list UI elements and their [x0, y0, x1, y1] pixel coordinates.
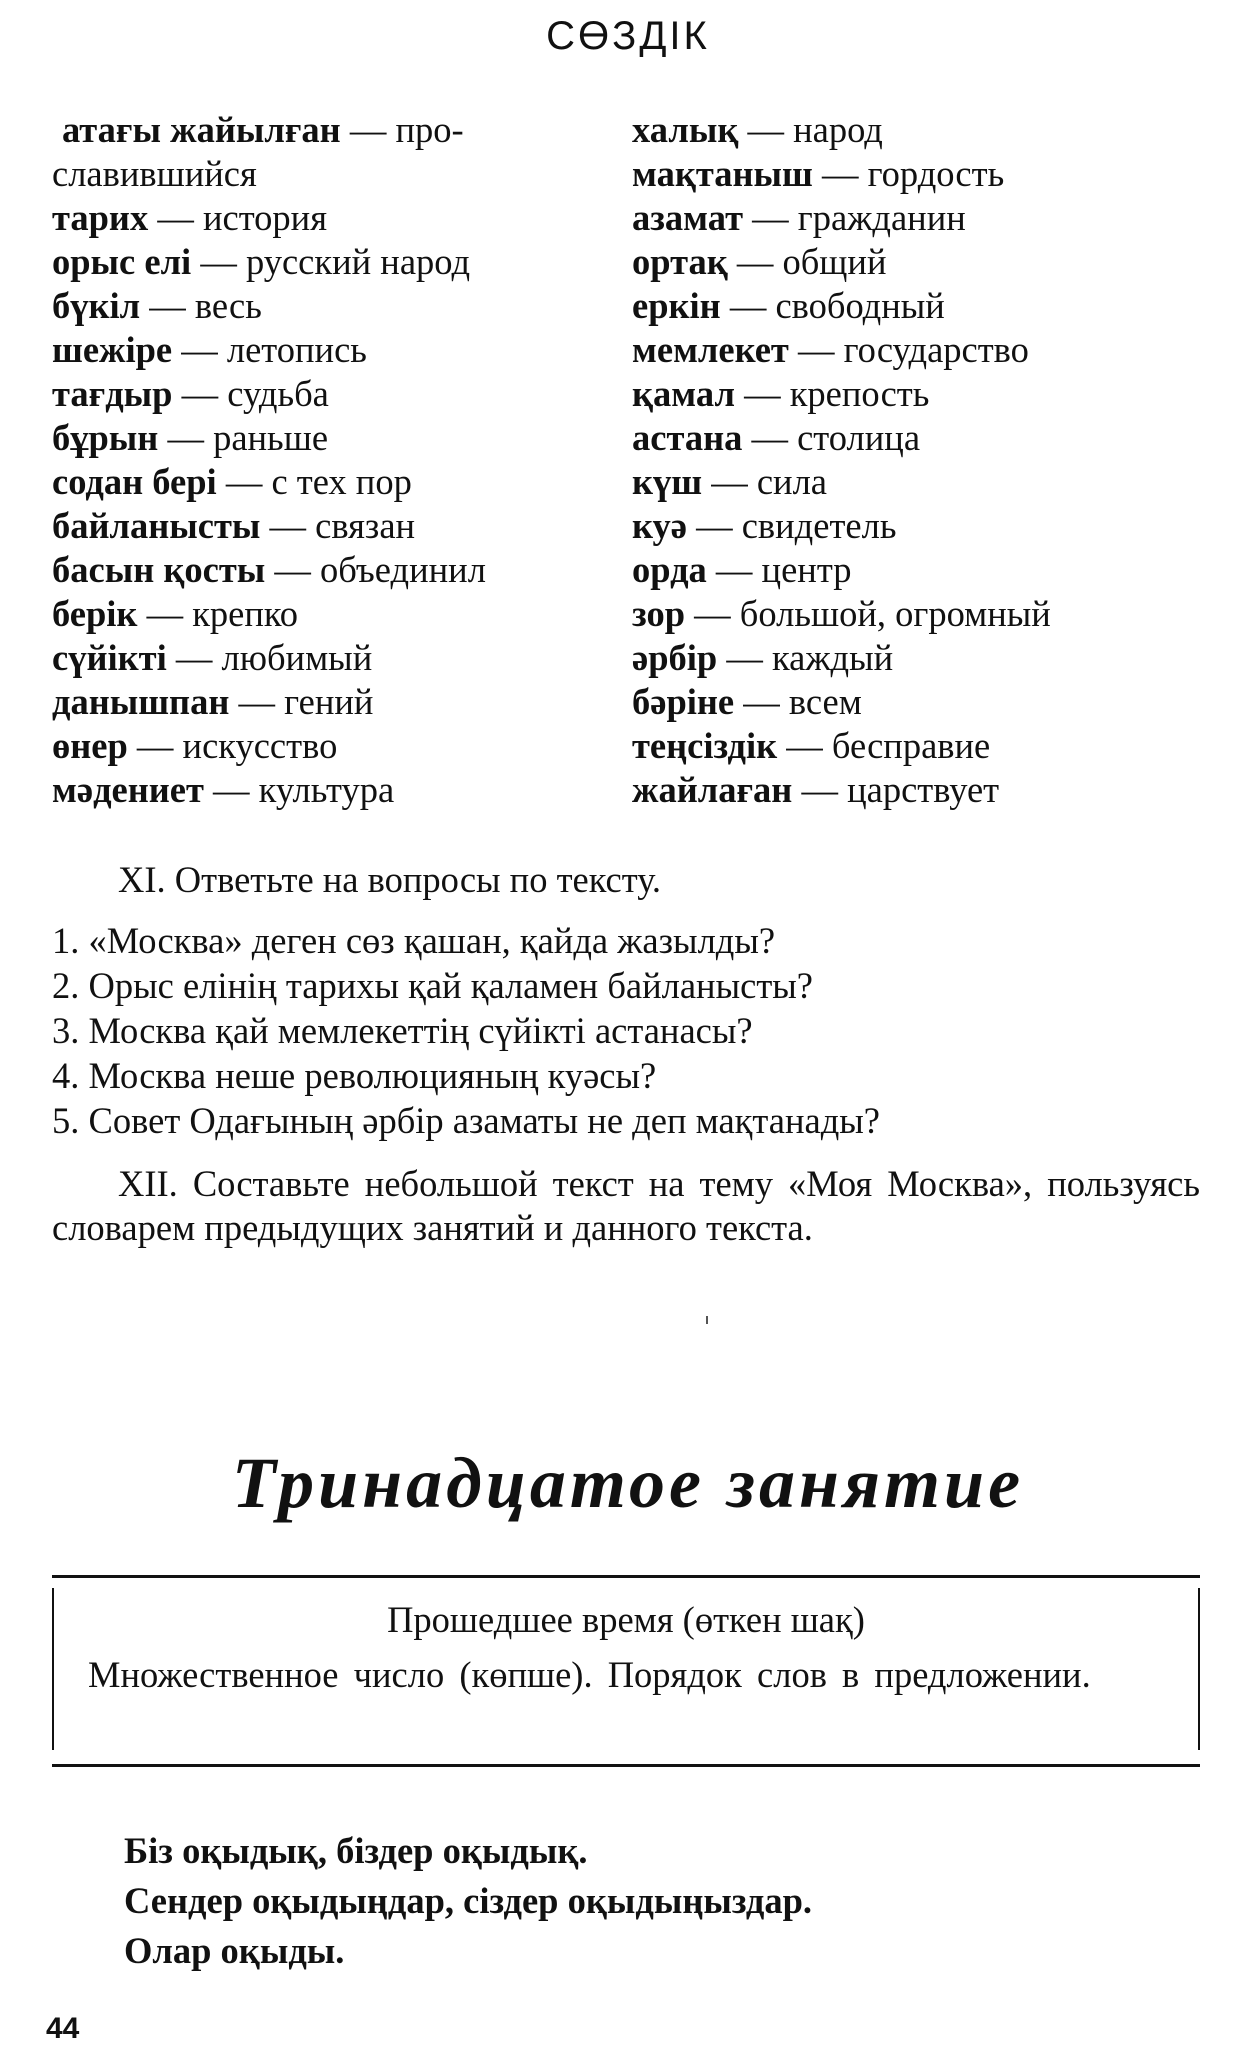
vocab-entry	[52, 240, 612, 284]
vocab-translation: — гордость	[812, 153, 1005, 194]
lesson-title: Тринадцатое занятие	[231, 1443, 1025, 1523]
vocab-translation: — гражданин	[743, 197, 966, 238]
vocab-entry	[52, 504, 612, 548]
vocab-translation: — судьба	[172, 373, 329, 414]
vocab-term: бәріне	[632, 681, 735, 722]
vocab-translation: — любимый	[166, 637, 373, 678]
vocab-term: мемлекет	[632, 329, 789, 370]
vocab-entry	[632, 284, 1232, 328]
vocab-term: тарих	[52, 197, 149, 238]
vocab-entry	[632, 372, 1232, 416]
vocab-entry	[52, 460, 612, 504]
vocab-translation: — народ	[738, 109, 883, 150]
vocab-term: содан бері	[52, 461, 217, 502]
vocab-translation: — связан	[260, 505, 416, 546]
vocab-term: күш	[632, 461, 703, 502]
vocab-translation: — сила	[702, 461, 828, 502]
vocab-translation: — центр	[706, 549, 852, 590]
vocab-term: азамат	[632, 197, 744, 238]
vocab-entry	[52, 548, 612, 592]
vocab-entry	[632, 240, 1232, 284]
vocab-translation: — история	[148, 197, 327, 238]
vocabulary-title: СӨЗДІК	[546, 14, 710, 58]
vocab-entry	[632, 768, 1232, 812]
vocab-entry	[52, 768, 612, 812]
vocab-translation: — с тех пор	[216, 461, 412, 502]
vocab-entry	[52, 108, 612, 152]
vocab-term: сүйікті	[52, 637, 167, 678]
vocab-translation: — объединил	[265, 549, 486, 590]
vocab-term: тағдыр	[52, 373, 173, 414]
vocab-translation: — бесправие	[777, 725, 991, 766]
question-list	[52, 918, 1212, 1143]
example-sentence: Сендер оқыдыңдар, сіздер оқыдыңыздар.	[124, 1880, 813, 1921]
vocab-entry	[632, 196, 1232, 240]
vocab-translation: — крепость	[734, 373, 930, 414]
vocab-term: ортақ	[632, 241, 728, 282]
vocab-translation: — общий	[727, 241, 887, 282]
vocab-translation: — летопись	[172, 329, 367, 370]
vocab-term: бұрын	[52, 417, 159, 458]
exercise-xi	[52, 858, 1200, 902]
exercise-xii-text: XII. Составьте небольшой текст на тему «Моя Москва», пользуясь словарем предыдущих занятий и данного текста.	[52, 1163, 1200, 1248]
vocab-term: орыс елі	[52, 241, 192, 282]
vocab-entry	[632, 680, 1232, 724]
vocab-translation: — крепко	[137, 593, 299, 634]
vocab-entry	[632, 416, 1232, 460]
vocab-translation: — искусство	[127, 725, 338, 766]
vocab-term: астана	[632, 417, 743, 458]
vocab-term: атағы жайылған	[62, 109, 341, 150]
example-sentence: Біз оқыдық, біздер оқыдық.	[124, 1830, 588, 1871]
exercise-xi-text: XI. Ответьте на вопросы по тексту.	[118, 859, 661, 900]
exercise-xii	[52, 1162, 1200, 1250]
vocab-entry	[632, 724, 1232, 768]
vocab-term: өнер	[52, 725, 128, 766]
vocab-translation: — царствует	[792, 769, 1000, 810]
vocab-translation: — большой, огромный	[685, 593, 1051, 634]
question-item: 1. «Москва» деген сөз қашан, қайда жазылды?	[52, 920, 776, 961]
question-item: 2. Орыс елінің тарихы қай қаламен байланысты?	[52, 965, 813, 1006]
vocab-term: қамал	[632, 373, 735, 414]
vocab-entry	[52, 416, 612, 460]
vocab-translation: славившийся	[52, 153, 257, 194]
vocab-translation: — русский народ	[191, 241, 471, 282]
vocab-entry	[632, 152, 1232, 196]
print-speck	[706, 1316, 708, 1324]
vocab-term: берік	[52, 593, 138, 634]
vocab-term: куә	[632, 505, 687, 546]
vocab-translation: — гений	[229, 681, 374, 722]
vocab-entry	[632, 636, 1232, 680]
question-item: 3. Москва қай мемлекеттің сүйікті астанасы?	[52, 1010, 753, 1051]
vocab-term: мақтаныш	[632, 153, 813, 194]
vocab-term: жайлаған	[632, 769, 793, 810]
vocab-translation: — каждый	[717, 637, 894, 678]
vocab-translation: — всем	[734, 681, 862, 722]
vocab-translation: — свидетель	[686, 505, 897, 546]
example-sentences	[124, 1826, 812, 1976]
vocab-translation: — столица	[742, 417, 921, 458]
vocab-translation: — про-	[340, 109, 464, 150]
vocab-entry	[52, 592, 612, 636]
vocab-entry	[632, 460, 1232, 504]
vocab-term: халық	[632, 109, 739, 150]
vocab-translation: — весь	[140, 285, 262, 326]
vocab-translation: — культура	[203, 769, 395, 810]
vocab-entry	[52, 372, 612, 416]
vocab-entry	[632, 548, 1232, 592]
vocab-entry	[52, 724, 612, 768]
vocab-term: әрбір	[632, 637, 718, 678]
vocab-entry	[52, 196, 612, 240]
vocab-term: бүкіл	[52, 285, 141, 326]
vocab-term: теңсіздік	[632, 725, 778, 766]
question-item: 5. Совет Одағының әрбір азаматы не деп мақтанады?	[52, 1100, 881, 1141]
vocab-term: орда	[632, 549, 707, 590]
vocab-term: басын қосты	[52, 549, 266, 590]
vocab-entry	[632, 592, 1232, 636]
vocab-term: шежіре	[52, 329, 173, 370]
vocab-term: байланысты	[52, 505, 261, 546]
page-number: 44	[46, 2012, 80, 2045]
vocab-entry	[52, 680, 612, 724]
vocab-entry	[52, 636, 612, 680]
vocab-entry	[52, 284, 612, 328]
grammar-topic-body: Множественное число (көпше). Порядок слов в предложении.	[88, 1654, 1091, 1695]
vocab-entry	[632, 504, 1232, 548]
vocab-term: данышпан	[52, 681, 230, 722]
vocab-term: еркін	[632, 285, 721, 326]
grammar-topic-box	[52, 1575, 1200, 1767]
vocab-entry	[632, 328, 1232, 372]
vocab-entry	[52, 152, 612, 196]
vocabulary-column-right	[632, 108, 1232, 812]
example-sentence: Олар оқыды.	[124, 1930, 345, 1971]
vocab-entry	[52, 328, 612, 372]
vocab-term: мәдениет	[52, 769, 204, 810]
grammar-topic-heading: Прошедшее время (өткен шақ)	[387, 1599, 865, 1640]
vocab-entry	[632, 108, 1232, 152]
vocab-term: зор	[632, 593, 686, 634]
vocab-translation: — раньше	[158, 417, 329, 458]
question-item: 4. Москва неше революцияның куәсы?	[52, 1055, 657, 1096]
vocab-translation: — государство	[788, 329, 1029, 370]
vocabulary-column-left	[52, 108, 612, 812]
vocab-translation: — свободный	[720, 285, 945, 326]
